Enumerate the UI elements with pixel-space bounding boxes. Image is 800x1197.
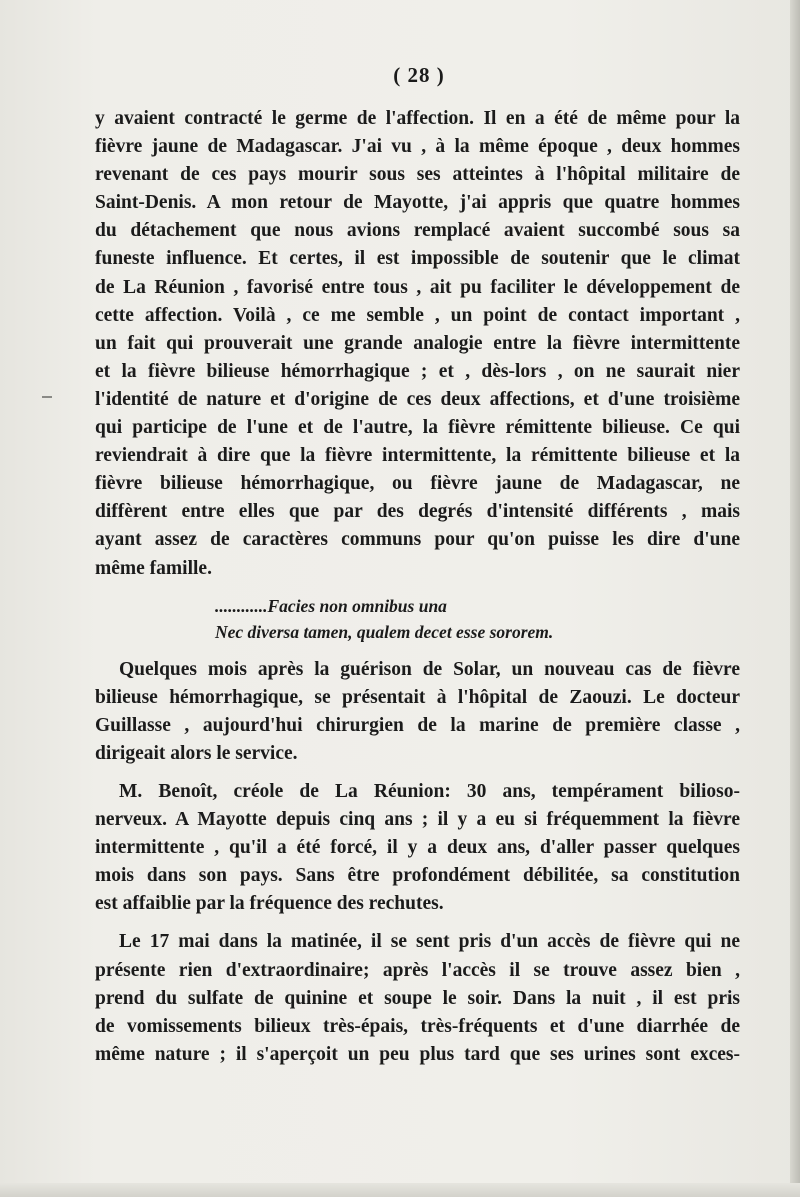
text-line: du détachement que nous avions remplacé avaient succombé sous sa [95,220,740,242]
text-line: Quelques mois après la guérison de Solar, un nouveau cas de fièvre [119,658,740,680]
text-line: diffèrent entre elles que par des degrés d'intensité différents , mais [95,501,740,523]
text-line: même famille. [95,557,212,579]
text-line: reviendrait à dire que la fièvre intermittente, la rémittente bilieuse et la [95,445,740,467]
text-line: même nature ; il s'aperçoit un peu plus tard que ses urines sont exces- [95,1043,740,1065]
text-line: Guillasse , aujourd'hui chirurgien de la marine de première classe , [95,714,740,736]
text-line: prend du sulfate de quinine et soupe le soir. Dans la nuit , il est pris [95,987,740,1009]
text-line: un fait qui prouverait une grande analogie entre la fièvre intermittente [95,332,740,354]
body-text [95,105,740,1069]
text-line: fièvre jaune de Madagascar. J'ai vu , à la même époque , deux hommes [95,136,740,158]
latin-quote [95,593,740,645]
text-line: fièvre bilieuse hémorrhagique, ou fièvre jaune de Madagascar, ne [95,473,740,495]
text-line: mois dans son pays. Sans être profondément débilitée, sa constitution [95,865,740,887]
text-line: Saint-Denis. A mon retour de Mayotte, j'ai appris que quatre hommes [95,192,740,214]
quote-line: Nec diversa tamen, qualem decet esse sororem. [215,621,554,642]
text-line: présente rien d'extraordinaire; après l'accès il se trouve assez bien , [95,959,740,981]
text-line: intermittente , qu'il a été forcé, il y a deux ans, d'aller passer quelques [95,837,740,859]
text-line: cette affection. Voilà , ce me semble , un point de contact important , [95,304,740,326]
text-line: bilieuse hémorrhagique, se présentait à l'hôpital de Zaouzi. Le docteur [95,686,740,708]
paragraph-4 [95,928,740,1068]
text-line: est affaiblie par la fréquence des rechutes. [95,893,444,915]
paragraph-1 [95,105,740,583]
text-line: l'identité de nature et d'origine de ces deux affections, et d'une troisième [95,388,740,410]
text-line: revenant de ces pays mourir sous ses atteintes à l'hôpital militaire de [95,164,740,186]
paragraph-3 [95,778,740,918]
text-line: dirigeait alors le service. [95,742,298,764]
text-line: nerveux. A Mayotte depuis cinq ans ; il y a eu si fréquemment la fièvre [95,809,740,831]
text-line: funeste influence. Et certes, il est impossible de soutenir que le climat [95,248,740,270]
page-edge-shadow [790,0,800,1197]
text-line: Le 17 mai dans la matinée, il se sent pris d'un accès de fièvre qui ne [119,931,740,953]
text-line: ayant assez de caractères communs pour qu'on puisse les dire d'une [95,529,740,551]
page-number: ( 28 ) [393,63,445,87]
text-line: y avaient contracté le germe de l'affection. Il en a été de même pour la [95,108,740,129]
text-line: de La Réunion , favorisé entre tous , ait pu faciliter le développement de [95,276,740,298]
paragraph-2 [95,656,740,768]
quote-line: ............Facies non omnibus una [215,595,447,616]
text-line: de vomissements bilieux très-épais, très-fréquents et d'une diarrhée de [95,1015,740,1037]
text-line: M. Benoît, créole de La Réunion: 30 ans, tempérament bilioso- [119,780,740,802]
text-line: et la fièvre bilieuse hémorrhagique ; et , dès-lors , on ne saurait nier [95,360,740,382]
page-bottom-shadow [0,1183,800,1197]
margin-mark [42,396,52,398]
text-line: qui participe de l'une et de l'autre, la fièvre rémittente bilieuse. Ce qui [95,417,740,439]
